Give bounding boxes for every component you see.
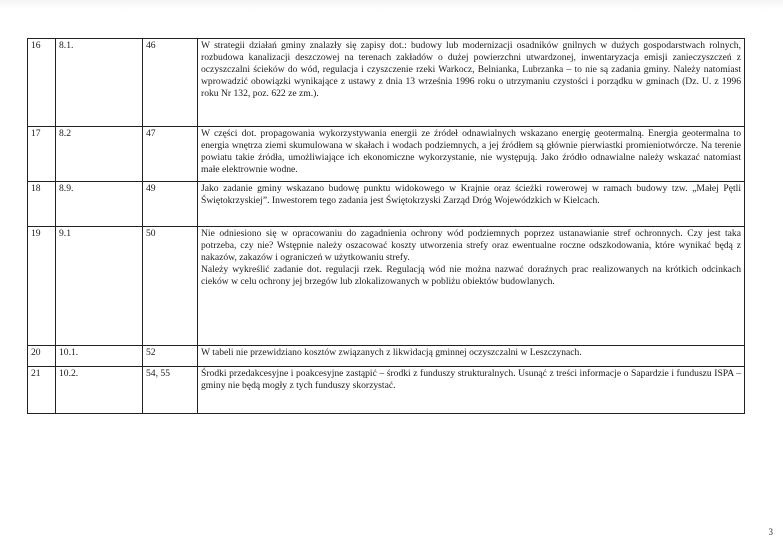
section-number: 10.2. [56, 367, 143, 414]
page-reference: 46 [143, 39, 198, 127]
table-row [28, 39, 745, 127]
section-number: 9.1 [56, 227, 143, 346]
section-number: 8.1. [56, 39, 143, 127]
section-number: 10.1. [56, 346, 143, 367]
page-reference: 54, 55 [143, 367, 198, 414]
page-top-edge [0, 0, 783, 10]
page-reference: 50 [143, 227, 198, 346]
remark-paragraph: Nie odniesiono się w opracowaniu do zagadnienia ochrony wód podziemnych poprzez ustanawianie stref ochronnych. Czy jest taka potrzeba, czy nie? Wstępnie należy oszacować koszty utworzenia strefy oraz ewentualne roczne odszkodowania, które wynikać będą z nakazów, zakazów i ograniczeń w użytkowaniu strefy. [201, 228, 741, 263]
remark-text: Jako zadanie gminy wskazano budowę punktu widokowego w Krajnie oraz ścieżki rowerowej w ramach budowy tzw. „Małej Pętli Świętokrzyskiej”. Inwestorem tego zadania jest Świętokrzyski Zarząd Dróg Wojewódzkich w Kielcach. [198, 182, 745, 227]
row-number: 16 [28, 39, 56, 127]
remark-paragraph: Należy wykreślić zadanie dot. regulacji rzek. Regulacją wód nie można nazwać doraźnych prac realizowanych na krótkich odcinkach cieków w celu ochrony jej brzegów lub zlokalizowanych w pobliżu obiektów budowlanych. [201, 264, 741, 287]
table-row [28, 182, 745, 227]
remark-text: W tabeli nie przewidziano kosztów związanych z likwidacją gminnej oczyszczalni w Leszczynach. [198, 346, 745, 367]
row-number: 19 [28, 227, 56, 346]
remark-text-cell [198, 227, 745, 346]
page-reference: 49 [143, 182, 198, 227]
section-number: 8.9. [56, 182, 143, 227]
row-number: 18 [28, 182, 56, 227]
row-number: 20 [28, 346, 56, 367]
row-number: 21 [28, 367, 56, 414]
section-number: 8.2 [56, 127, 143, 182]
remark-text: W strategii działań gminy znalazły się zapisy dot.: budowy lub modernizacji osadników gnilnych w dużych gospodarstwach rolnych, rozbudowa kanalizacji deszczowej na terenach zakładów o dużej powierzchni utwardzonej, inwentaryzacja emisji zanieczyszczeń z oczyszczalni ścieków do wód, regulacja i czyszczenie rzeki Warkocz, Belnianka, Lubrzanka – to nie są zadania gminy. Należy natomiast wprowadzić obowiązki wynikające z ustawy z dnia 13 września 1996 roku o utrzymaniu czystości i porządku w gminach (Dz. U. z 1996 roku Nr 132, poz. 622 ze zm.). [198, 39, 745, 127]
page-reference: 52 [143, 346, 198, 367]
remark-text: Środki przedakcesyjne i poakcesyjne zastąpić – środki z funduszy strukturalnych. Usunąć z treści informacje o Sapardzie i funduszu ISPA – gminy nie będą mogły z tych funduszy skorzystać. [198, 367, 745, 414]
remarks-table [27, 38, 745, 414]
page-number: 3 [768, 527, 773, 537]
table-row [28, 367, 745, 414]
page-reference: 47 [143, 127, 198, 182]
table-row [28, 346, 745, 367]
table-row [28, 227, 745, 346]
table-row [28, 127, 745, 182]
remark-text: W części dot. propagowania wykorzystywania energii ze źródeł odnawialnych wskazano energię geotermalną. Energia geotermalna to energia wnętrza ziemi skumulowana w skałach i wodach podziemnych, a jej źródłem są głównie pierwiastki promieniotwórcze. Na terenie powiatu takie źródła, umożliwiające ich ekonomiczne wykorzystanie, nie występują. Jako źródło odnawialne należy wskazać natomiast małe elektrownie wodne. [198, 127, 745, 182]
row-number: 17 [28, 127, 56, 182]
